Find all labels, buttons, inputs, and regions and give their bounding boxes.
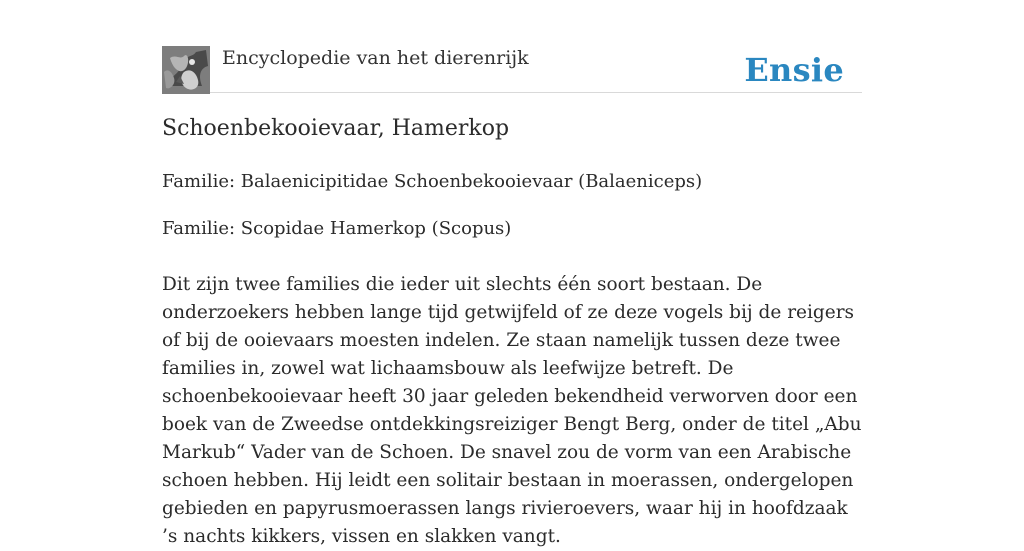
ensie-logo[interactable]: Ensie [744,51,844,89]
family-line: Familie: Balaenicipitidae Schoenbekooievaar (Balaeniceps) [162,171,703,192]
article-body [162,271,867,551]
family-line: Familie: Scopidae Hamerkop (Scopus) [162,218,512,239]
illustration-avatar-icon[interactable] [162,46,210,94]
article-title: Schoenbekooievaar, Hamerkop [162,116,510,141]
site-title[interactable]: Encyclopedie van het dierenrijk [222,47,529,69]
site-header [162,46,862,93]
article-paragraph: Dit zijn twee families die ieder uit slechts één soort bestaan. De onderzoekers hebben lange tijd getwijfeld of ze deze vogels bij de reigers of bij de ooievaars moesten indelen. Ze staan namelijk tussen deze twee families in, zowel wat lichaamsbouw als leefwijze betreft. De schoenbekooievaar heeft 30 jaar geleden bekendheid verworven door een boek van de Zweedse ontdekkingsreiziger Bengt Berg, onder de titel „Abu Markub“ Vader van de Schoen. De snavel zou de vorm van een Arabische schoen hebben. Hij leidt een solitair bestaan in moerassen, ondergelopen gebieden en papyrusmoerassen langs rivieroevers, waar hij in hoofdzaak ’s nachts kikkers, vissen en slakken vangt. [162,274,862,547]
